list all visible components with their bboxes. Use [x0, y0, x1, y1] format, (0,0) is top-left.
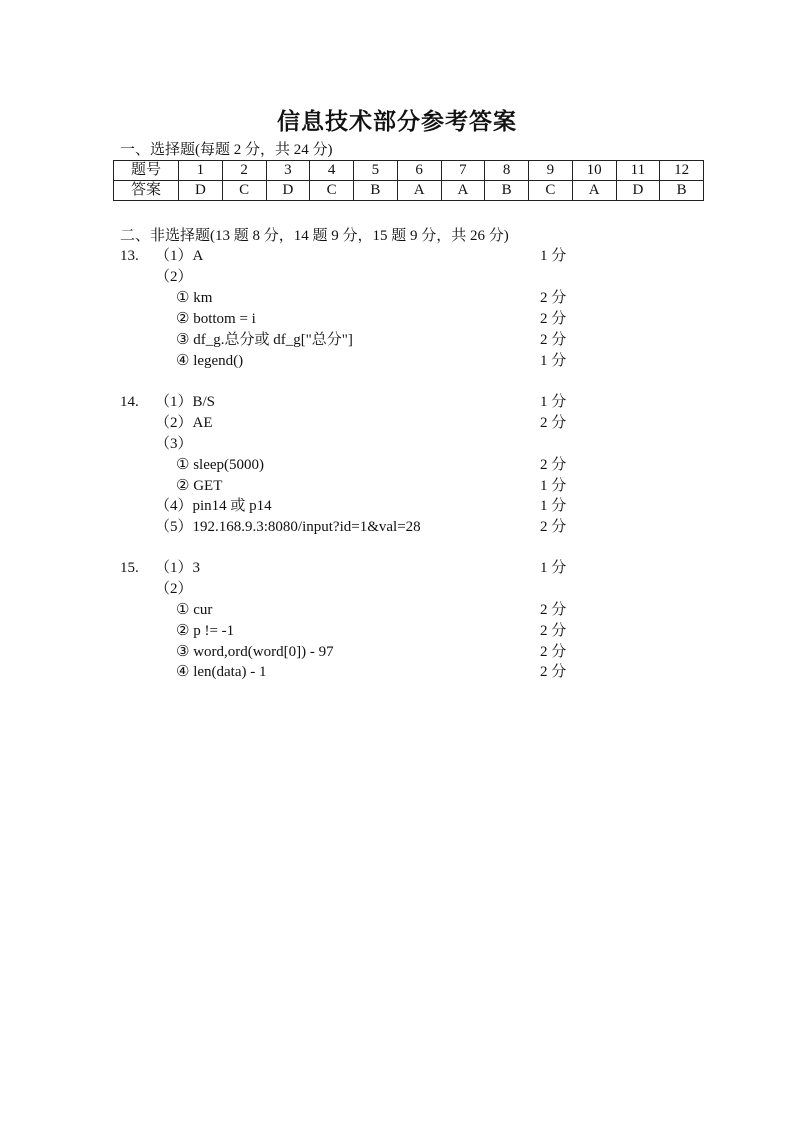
question-number: 1 — [179, 161, 223, 181]
answer-line: ① cur — [176, 602, 213, 618]
score: 1 分 — [540, 478, 567, 494]
question-number: 5 — [354, 161, 398, 181]
answer-cell: C — [222, 181, 266, 201]
answer-line: （1）A — [155, 248, 204, 264]
score: 2 分 — [540, 602, 567, 618]
answer-cell: D — [266, 181, 310, 201]
score: 2 分 — [540, 644, 567, 660]
answer-line: ④ len(data) - 1 — [176, 664, 267, 680]
answer-cell: B — [660, 181, 704, 201]
question-number: 13. — [120, 248, 139, 264]
answer-line: （2）AE — [155, 415, 213, 431]
answer-line: ② bottom = i — [176, 311, 256, 327]
answer-table — [113, 160, 704, 201]
section1-heading: 一、选择题(每题 2 分，共 24 分) — [120, 142, 333, 158]
question-number: 10 — [572, 161, 616, 181]
question-number: 3 — [266, 161, 310, 181]
answer-cell: D — [179, 181, 223, 201]
answer-line: （4）pin14 或 p14 — [155, 498, 272, 514]
question-number: 12 — [660, 161, 704, 181]
answer-cell: A — [397, 181, 441, 201]
score: 2 分 — [540, 290, 567, 306]
page-title: 信息技术部分参考答案 — [277, 109, 517, 134]
score: 1 分 — [540, 560, 567, 576]
question-number: 15. — [120, 560, 139, 576]
answer-cell: B — [485, 181, 529, 201]
question-number: 14. — [120, 394, 139, 410]
answer-line: ② p != -1 — [176, 623, 235, 639]
score: 2 分 — [540, 457, 567, 473]
answer-line: ④ legend() — [176, 353, 244, 369]
table-row-answers — [114, 181, 704, 201]
score: 1 分 — [540, 353, 567, 369]
question-number: 4 — [310, 161, 354, 181]
score: 2 分 — [540, 623, 567, 639]
question-number: 7 — [441, 161, 485, 181]
answer-cell: A — [441, 181, 485, 201]
answer-cell: D — [616, 181, 660, 201]
row-label-answer: 答案 — [114, 181, 179, 201]
question-number: 6 — [397, 161, 441, 181]
answer-line: （1）3 — [155, 560, 201, 576]
score: 1 分 — [540, 394, 567, 410]
answer-line: ① sleep(5000) — [176, 457, 265, 473]
answer-line: （3） — [155, 436, 193, 452]
row-label-number: 题号 — [114, 161, 179, 181]
answer-line: ③ word,ord(word[0]) - 97 — [176, 644, 334, 660]
question-number: 8 — [485, 161, 529, 181]
answer-cell: A — [572, 181, 616, 201]
answer-cell: C — [310, 181, 354, 201]
score: 2 分 — [540, 519, 567, 535]
section2-heading: 二、非选择题(13 题 8 分，14 题 9 分，15 题 9 分，共 26 分) — [120, 228, 509, 244]
question-number: 9 — [529, 161, 573, 181]
answer-line: ③ df_g.总分或 df_g["总分"] — [176, 332, 353, 348]
score: 2 分 — [540, 332, 567, 348]
answer-line: （2） — [155, 269, 193, 285]
answer-line: （1）B/S — [155, 394, 216, 410]
answer-line: ② GET — [176, 478, 223, 494]
score: 1 分 — [540, 248, 567, 264]
answer-cell: B — [354, 181, 398, 201]
score: 1 分 — [540, 498, 567, 514]
score: 2 分 — [540, 311, 567, 327]
table-row-numbers — [114, 161, 704, 181]
question-number: 11 — [616, 161, 660, 181]
score: 2 分 — [540, 664, 567, 680]
answer-cell: C — [529, 181, 573, 201]
question-number: 2 — [222, 161, 266, 181]
score: 2 分 — [540, 415, 567, 431]
answer-line: （2） — [155, 581, 193, 597]
answer-line: （5）192.168.9.3:8080/input?id=1&val=28 — [155, 519, 421, 535]
answer-line: ① km — [176, 290, 213, 306]
